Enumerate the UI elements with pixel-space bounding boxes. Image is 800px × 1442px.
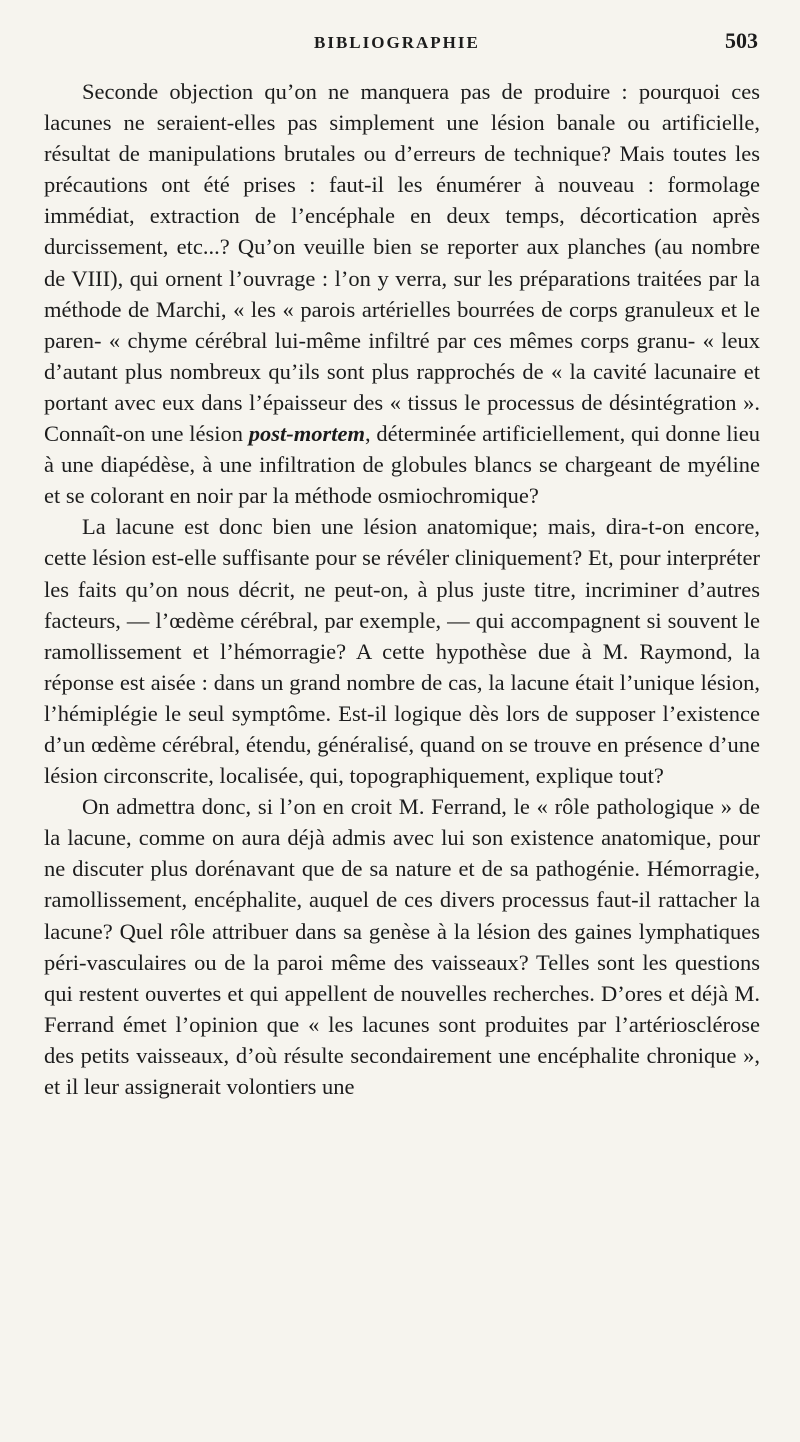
paragraph-2: La lacune est donc bien une lésion anatomique; mais, dira-t-on encore, cette lésion est-elle suffisante pour se révéler cliniquement? Et, pour interpréter les faits qu’on nous décrit, ne peut-on, à plus juste titre, incriminer d’autres facteurs, — l’œdème cérébral, par exemple, — qui accompagnent si souvent le ramollissement et l’hémorragie? A cette hypothèse due à M. Raymond, la réponse est aisée : dans un grand nombre de cas, la lacune était l’unique lésion, l’hémiplégie le seul symptôme. Est-il logique dès lors de supposer l’existence d’un œdème cérébral, étendu, généralisé, quand on se trouve en présence d’une lésion circonscrite, localisée, qui, topographiquement, explique tout?: [44, 514, 760, 789]
page-number: 503: [725, 28, 758, 53]
page-header: [44, 28, 760, 76]
paragraph-1-text-a: Seconde objection qu’on ne manquera pas de produire : pourquoi ces lacunes ne seraient-elles pas simplement une lésion banale ou artificielle, résultat de manipulations brutales ou d’erreurs de technique? Mais toutes les précautions ont été prises : faut-il les énumérer à nouveau : formolage immédiat, extraction de l’encéphale en deux temps, décortication après durcissement, etc...? Qu’on veuille bien se reporter aux planches (au nombre de VIII), qui ornent l’ouvrage : l’on y verra, sur les préparations traitées par la méthode de Marchi, « les « parois artérielles bourrées de corps granuleux et le paren- « chyme cérébral lui-même infiltré par ces mêmes corps granu- « leux d’autant plus nombreux qu’ils sont plus rapprochés de « la cavité lacunaire et portant avec eux dans l’épaisseur des « tissus le processus de désintégration ». Connaît-on une lésion: [44, 79, 760, 447]
paragraph-3: On admettra donc, si l’on en croit M. Ferrand, le « rôle pathologique » de la lacune, comme on aura déjà admis avec lui son existence anatomique, pour ne discuter plus dorénavant que de sa nature et de sa pathogénie. Hémorragie, ramollissement, encéphalite, auquel de ces divers processus faut-il rattacher la lacune? Quel rôle attribuer dans sa genèse à la lésion des gaines lymphatiques péri-vasculaires ou de la paroi même des vaisseaux? Telles sont les questions qui restent ouvertes et qui appellent de nouvelles recherches. D’ores et déjà M. Ferrand émet l’opinion que « les lacunes sont produites par l’artériosclérose des petits vaisseaux, d’où résulte secondairement une encéphalite chronique », et il leur assignerait volontiers une: [44, 794, 760, 1099]
running-head: BIBLIOGRAPHIE: [314, 33, 480, 52]
paragraph-1: [44, 76, 760, 511]
paragraph-1-italic-term: post-mortem: [248, 421, 366, 447]
body-text: [44, 76, 760, 1102]
paragraph-1-text-b: , déterminée artificiellement, qui donne lieu à une diapédèse, à une infiltration de globules blancs se chargeant de myéline et se colorant en noir par la méthode osmiochromique?: [44, 421, 760, 509]
